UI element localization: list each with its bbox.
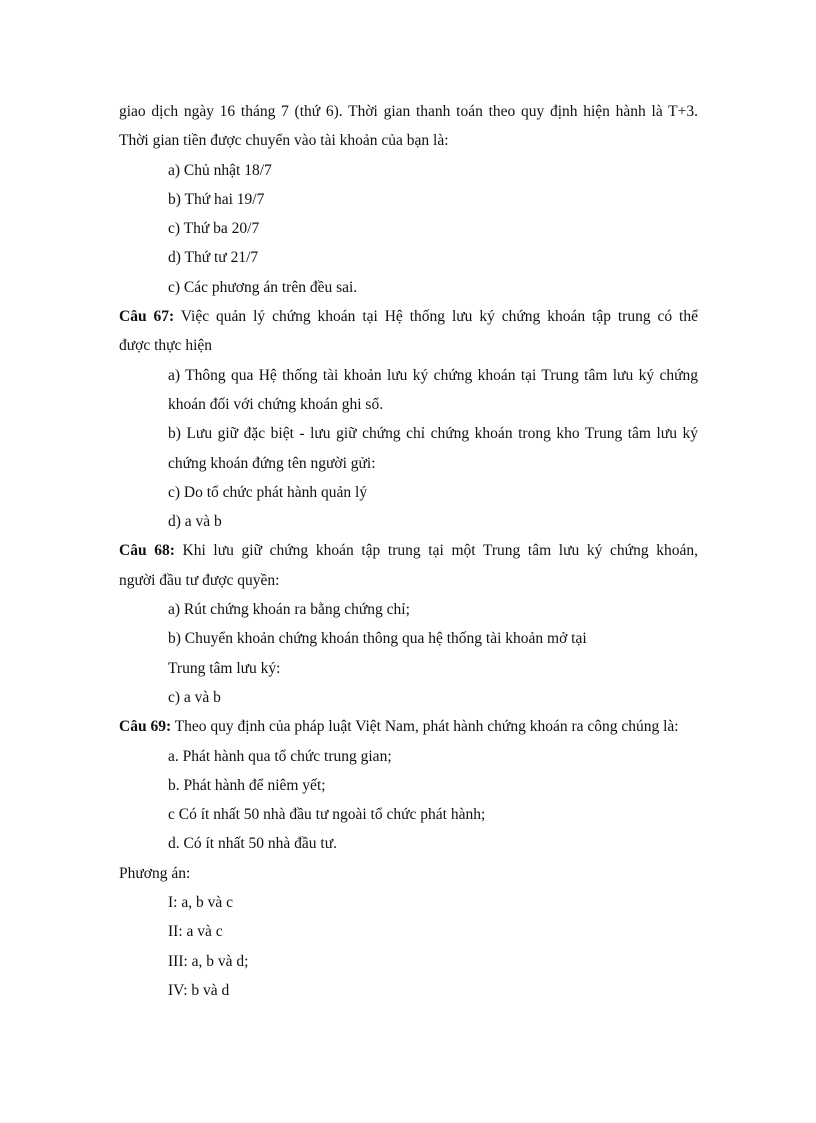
- intro-line-1: giao dịch ngày 16 tháng 7 (thứ 6). Thời gian thanh toán theo quy định hiện hành là T+3.: [119, 103, 698, 120]
- question-67-option-c: c) Do tổ chức phát hành quản lý: [168, 483, 368, 501]
- question-67-option-a-line-1: a) Thông qua Hệ thống tài khoản lưu ký chứng khoán tại Trung tâm lưu ký chứng: [168, 366, 698, 384]
- intro-option-b: b) Thứ hai 19/7: [168, 190, 265, 208]
- question-69-choice-2: II: a và c: [168, 923, 223, 941]
- question-69-choice-3: III: a, b và d;: [168, 952, 249, 970]
- question-68-label: Câu 68:: [119, 542, 175, 560]
- question-69-item-b: b. Phát hành để niêm yết;: [168, 776, 326, 794]
- intro-option-c: c) Thứ ba 20/7: [168, 220, 260, 238]
- question-68-option-c: c) a và b: [168, 688, 221, 706]
- question-67-option-b-line-1: b) Lưu giữ đặc biệt - lưu giữ chứng chỉ chứng khoán trong kho Trung tâm lưu ký: [168, 425, 698, 443]
- question-67-option-b-line-2: chứng khoán đứng tên người gửi:: [168, 454, 376, 472]
- question-69-label: Câu 69:: [119, 718, 172, 736]
- question-69-item-a: a. Phát hành qua tổ chức trung gian;: [168, 747, 392, 765]
- question-67-option-d: d) a và b: [168, 513, 222, 531]
- intro-option-e: c) Các phương án trên đều sai.: [168, 278, 358, 296]
- question-69-line-1: [119, 712, 698, 741]
- question-69-item-c: c Có ít nhất 50 nhà đầu tư ngoài tổ chức phát hành;: [168, 806, 486, 824]
- question-68-option-b-line-1: b) Chuyển khoản chứng khoán thông qua hệ thống tài khoản mở tại: [168, 630, 587, 648]
- question-67-line-1: [119, 302, 698, 331]
- intro-option-a: a) Chủ nhật 18/7: [168, 161, 272, 179]
- question-68-line-2: người đầu tư được quyền:: [119, 571, 280, 589]
- page-content: [119, 97, 698, 1005]
- intro-line-2: Thời gian tiền được chuyển vào tài khoản của bạn là:: [119, 132, 449, 150]
- question-68-line-1: [119, 536, 698, 565]
- question-68-option-b-line-2: Trung tâm lưu ký:: [168, 659, 281, 677]
- intro-option-d: d) Thứ tư 21/7: [168, 249, 259, 267]
- question-69-choice-1: I: a, b và c: [168, 894, 233, 912]
- question-68-option-a: a) Rút chứng khoán ra bằng chứng chỉ;: [168, 601, 410, 619]
- question-67-option-a-line-2: khoán đối với chứng khoán ghi sổ.: [168, 395, 384, 413]
- question-67-label: Câu 67:: [119, 308, 175, 326]
- question-67-line-2: được thực hiện: [119, 337, 212, 355]
- question-69-choices-label: Phương án:: [119, 864, 191, 882]
- question-69-text: Theo quy định của pháp luật Việt Nam, phát hành chứng khoán ra công chúng là:: [171, 718, 679, 736]
- question-69-choice-4: IV: b và d: [168, 981, 230, 999]
- question-69-item-d: d. Có ít nhất 50 nhà đầu tư.: [168, 835, 337, 853]
- question-68-text: Khi lưu giữ chứng khoán tập trung tại một Trung tâm lưu ký chứng khoán,: [174, 542, 698, 560]
- question-67-text: Việc quản lý chứng khoán tại Hệ thống lưu ký chứng khoán tập trung có thể: [174, 308, 698, 326]
